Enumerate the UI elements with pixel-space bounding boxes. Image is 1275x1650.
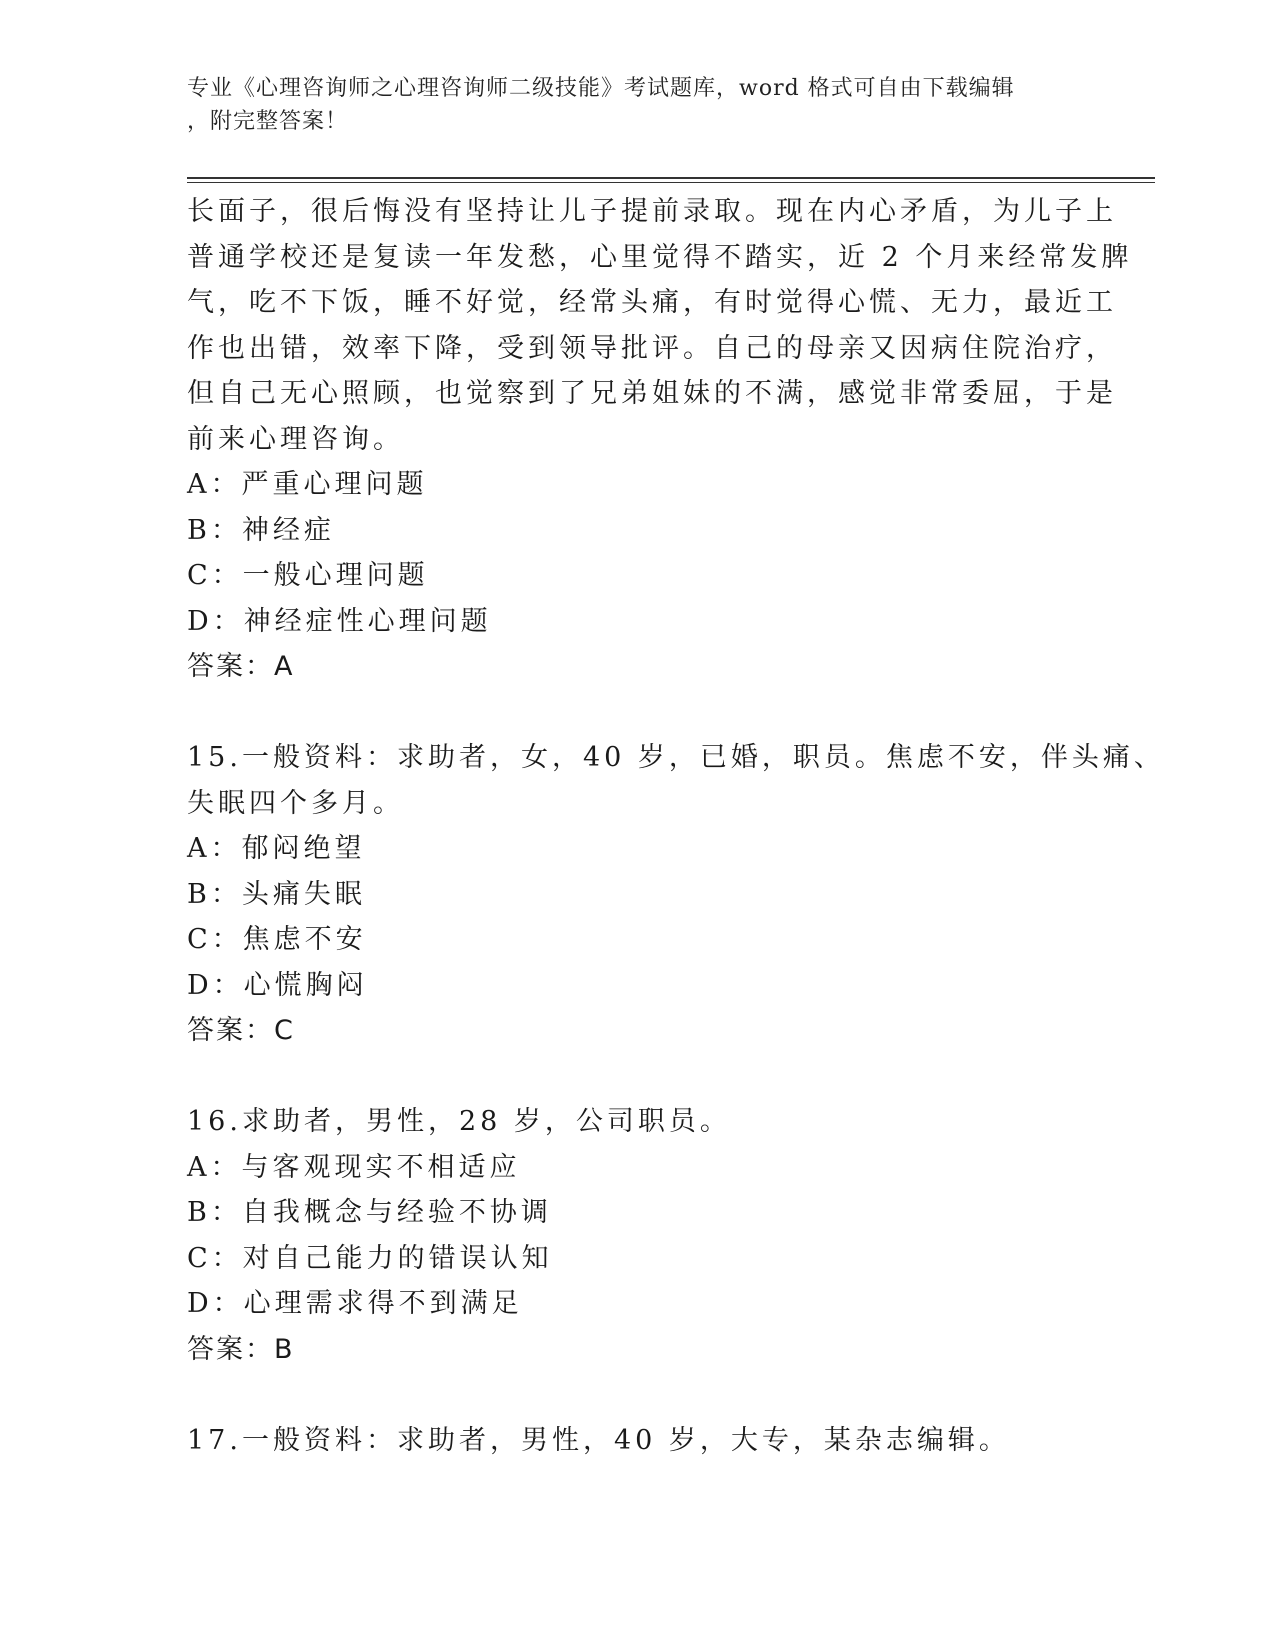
option-b: B：神经症 bbox=[187, 514, 335, 546]
question-14 bbox=[187, 189, 1133, 690]
option-c: C：对自己能力的错误认知 bbox=[187, 1242, 553, 1274]
answer: 答案：A bbox=[187, 651, 295, 682]
option-a: A：严重心理问题 bbox=[187, 469, 428, 500]
option-a: A：郁闷绝望 bbox=[187, 833, 366, 864]
question-text-line: 15.一般资料：求助者，女，40 岁，已婚，职员。焦虑不安，伴头痛、 bbox=[187, 742, 1165, 773]
question-text-line: 失眠四个多月。 bbox=[187, 787, 404, 819]
option-b: B：自我概念与经验不协调 bbox=[187, 1197, 552, 1228]
option-a: A：与客观现实不相适应 bbox=[187, 1151, 521, 1183]
answer: 答案：B bbox=[187, 1333, 295, 1365]
answer: 答案：C bbox=[187, 1015, 295, 1046]
option-b: B：头痛失眠 bbox=[187, 878, 366, 910]
question-text-line: 16.求助者，男性，28 岁，公司职员。 bbox=[187, 1106, 731, 1137]
question-text-line: 作也出错，效率下降，受到领导批评。自己的母亲又因病住院治疗， bbox=[187, 332, 1117, 364]
question-text-line: 普通学校还是复读一年发愁，心里觉得不踏实，近 2 个月来经常发脾 bbox=[187, 241, 1133, 273]
option-d: D：心理需求得不到满足 bbox=[187, 1288, 523, 1319]
header-divider-thick bbox=[187, 177, 1155, 179]
header-divider-thin bbox=[187, 182, 1155, 183]
option-d: D：神经症性心理问题 bbox=[187, 605, 492, 637]
question-17 bbox=[187, 1418, 1067, 1464]
header-line-1: 专业《心理咨询师之心理咨询师二级技能》考试题库，word 格式可自由下载编辑 bbox=[187, 76, 1015, 101]
header-line-2: ，附完整答案！ bbox=[187, 109, 349, 134]
option-c: C：焦虑不安 bbox=[187, 924, 367, 955]
question-text-line: 长面子，很后悔没有坚持让儿子提前录取。现在内心矛盾，为儿子上 bbox=[187, 196, 1117, 227]
spacer bbox=[187, 690, 1067, 736]
document-body bbox=[187, 189, 1165, 1463]
question-text-line: 前来心理咨询。 bbox=[187, 423, 404, 455]
question-text-line: 但自己无心照顾，也觉察到了兄弟姐妹的不满，感觉非常委屈，于是 bbox=[187, 378, 1117, 409]
spacer bbox=[187, 1054, 1067, 1100]
spacer bbox=[187, 1372, 1067, 1418]
option-d: D：心慌胸闷 bbox=[187, 969, 368, 1001]
question-text-line: 气，吃不下饭，睡不好觉，经常头痛，有时觉得心慌、无力，最近工 bbox=[187, 287, 1117, 318]
question-text-line: 17.一般资料：求助者，男性，40 岁，大专，某杂志编辑。 bbox=[187, 1424, 1010, 1456]
question-16 bbox=[187, 1099, 1067, 1372]
option-c: C：一般心理问题 bbox=[187, 560, 429, 591]
page-header bbox=[187, 72, 1067, 138]
question-15 bbox=[187, 735, 1165, 1054]
